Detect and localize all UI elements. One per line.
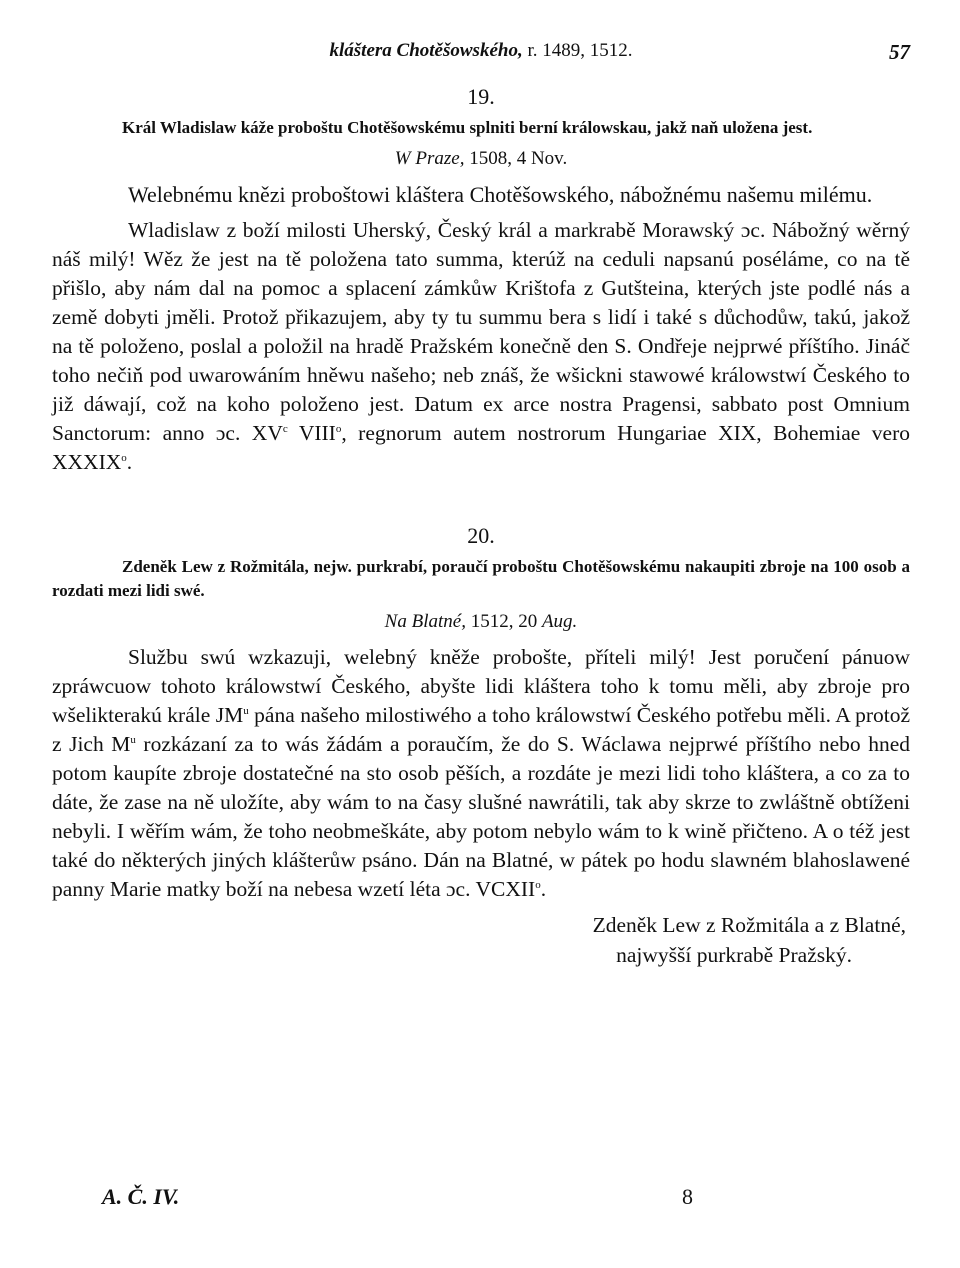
text-part: . <box>126 450 133 474</box>
superscript: c <box>282 422 288 435</box>
superscript: o <box>335 422 342 435</box>
page-footer <box>52 1184 910 1214</box>
document-text <box>52 216 910 477</box>
document-number: 19. <box>467 84 495 109</box>
document-19 <box>52 84 910 477</box>
superscript: u <box>130 733 136 746</box>
place-date <box>52 148 910 170</box>
text-part: . <box>540 877 547 901</box>
place: W Praze, <box>394 148 465 169</box>
running-title-line <box>52 40 910 62</box>
running-years: r. 1489, 1512. <box>527 40 633 61</box>
signature-line: Zdeněk Lew z Rožmitála a z Blatné, <box>592 913 906 937</box>
date: 1512, 20 <box>470 611 538 632</box>
text-part: pána našeho milostiwého a toho králowstwí Českého potřebu měli. A protož z Jich M <box>52 703 910 756</box>
superscript: o <box>121 451 127 464</box>
running-title: kláštera Chotěšowského, <box>329 40 523 61</box>
text-part: Službu swú wzkazuji, welebný kněže probošte, příteli milý! Jest poručení pánuow zpráwcuow tohoto králowstwí Českého, abyšte lidi kláštera toho k tomu měli, aby zbroje pro wšelikterakú krále JM <box>52 645 910 727</box>
page-number: 57 <box>889 40 910 64</box>
document-text <box>52 643 910 904</box>
date: 1508, 4 Nov. <box>469 148 568 169</box>
month: Aug. <box>541 611 578 632</box>
document-summary: Král Wladislaw káže proboštu Chotěšowskému splniti berní králowskau, jakž naň uložena jest. <box>122 118 813 137</box>
text-part: VIII <box>287 421 336 445</box>
superscript: u <box>243 704 249 717</box>
running-header <box>52 40 910 76</box>
document-20 <box>52 523 910 970</box>
sheet-number: 8 <box>682 1184 693 1209</box>
document-summary: Zdeněk Lew z Rožmitála, nejw. purkrabí, poraučí proboštu Chotěšowskému nakaupiti zbroje na 100 osob a rozdati mezi lidi swé. <box>52 557 910 600</box>
document-number: 20. <box>467 523 495 548</box>
address: Welebnému knězi proboštowi kláštera Chotěšowského, nábožnému našemu milému. <box>128 182 873 207</box>
signature <box>52 910 910 970</box>
place-date <box>52 611 910 633</box>
signature-line: najwyšší purkrabě Pražský. <box>616 943 852 967</box>
superscript: o <box>535 878 541 891</box>
volume-sigla: A. Č. IV. <box>102 1184 180 1209</box>
text-part: Wladislaw z boží milosti Uherský, Český král a markrabě Morawský ɔc. Nábožný wěrný náš milý! Wěz že jest na tě položena tato summa, kterúž na ceduli napsanú poséláme, co na tě přišlo, aby nám dal na pomoc a splacení zámkůw Krištofa z Gutšteina, kterých jste podlé nás a země dobyti jměli. Protož přikazujem, aby ty tu summu bera s lidí i také s důchodůw, takú, jakož na tě položeno, poslal a položil na hradě Pražském konečně den S. Ondřeje nejprwé příštího. Jináč toho nečiň pod uwarowáním hněwu našeho; neb znáš, že wšickni stawowé králowstwí Českého to již dáwají, což na koho položeno jest. Datum ex arce nostra Pragensi, sabbato post Omnium Sanctorum: anno ɔc. XV <box>52 218 910 445</box>
place: Na Blatné, <box>384 611 466 632</box>
text-part: rozkázaní za to wás žádám a poraučím, že do S. Wáclawa nejprwé příštího nebo hned potom kaupíte zbroje dostatečné na sto osob pěších, a rozdáte je mezi lidi toho kláštera, a co za to dáte, že zase na ně uložíte, aby wám to na časy slušné nawrátili, tak aby skrze to zwláštně obtíženi nebyli. I wěřím wám, že toho neobmeškáte, aby potom nebylo wám to k wině přičteno. A o též jest také do některých jiných klášterůw psáno. Dán na Blatné, w pátek po hodu slawném blahoslawené panny Marie matky boží na nebesa wzetí léta ɔc. VCXII <box>52 732 910 901</box>
text-part: , regnorum autem nostrorum Hungariae XIX, Bohemiae vero XXXIX <box>52 421 910 474</box>
page <box>52 40 910 970</box>
